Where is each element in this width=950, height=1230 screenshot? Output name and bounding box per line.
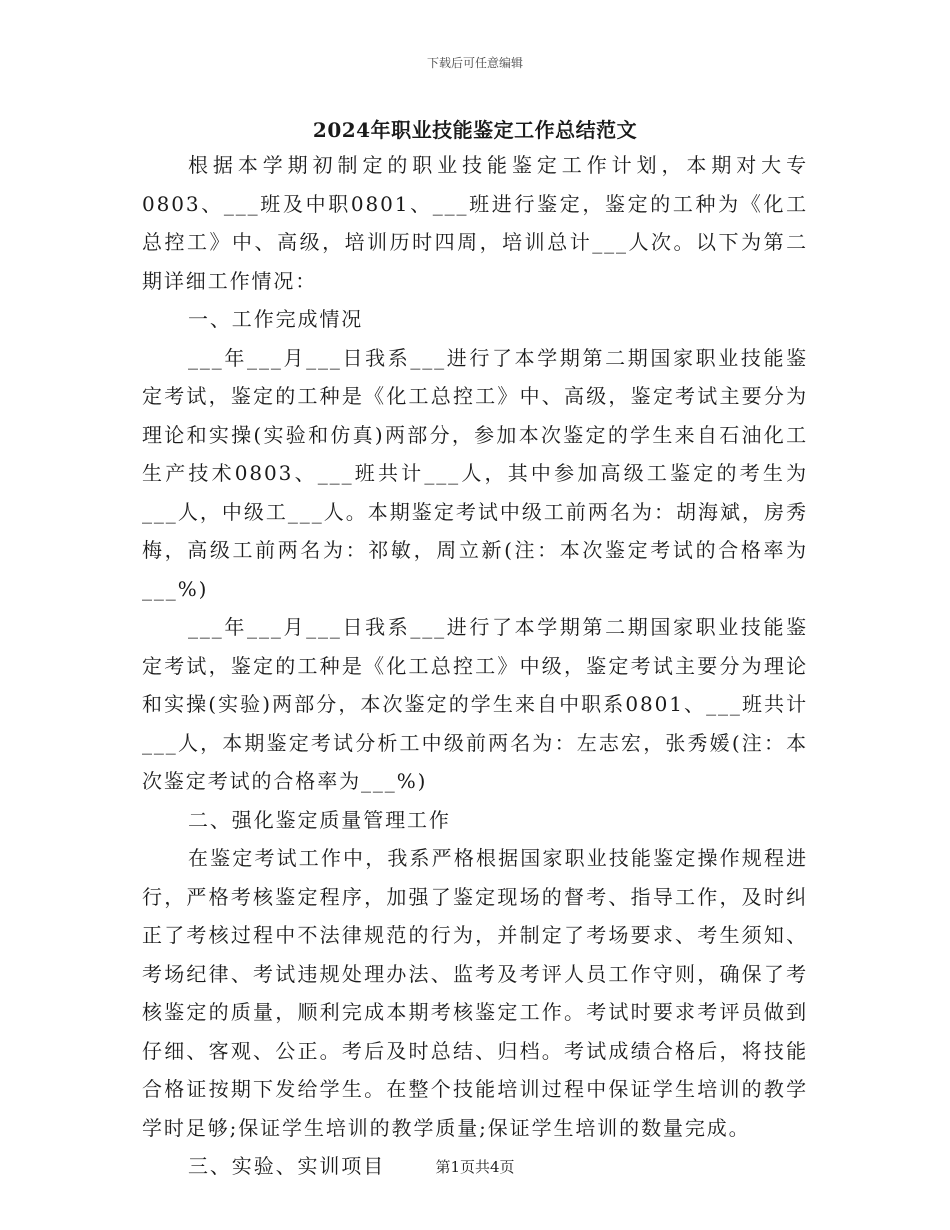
section-heading-1: 一、工作完成情况	[188, 307, 364, 331]
section-heading-3: 三、实验、实训项目	[188, 1154, 386, 1178]
document-body	[142, 146, 808, 1186]
document-title: 2024年职业技能鉴定工作总结范文	[312, 118, 638, 142]
paragraph-intro: 根据本学期初制定的职业技能鉴定工作计划，本期对大专0803、___班及中职0801、___班进行鉴定，鉴定的工种为《化工总控工》中、高级，培训历时四周，培训总计___人次。以下为第二期详细工作情况：	[142, 153, 808, 293]
paragraph-exam-1: ___年___月___日我系___进行了本学期第二期国家职业技能鉴定考试，鉴定的工种是《化工总控工》中、高级，鉴定考试主要分为理论和实操(实验和仿真)两部分，参加本次鉴定的学生来自石油化工生产技术0803、___班共计___人，其中参加高级工鉴定的考生为___人，中级工___人。本期鉴定考试中级工前两名为：胡海斌，房秀梅，高级工前两名为：祁敏，周立新(注：本次鉴定考试的合格率为___%)	[142, 345, 808, 601]
paragraph-exam-2: ___年___月___日我系___进行了本学期第二期国家职业技能鉴定考试，鉴定的工种是《化工总控工》中级，鉴定考试主要分为理论和实操(实验)两部分，本次鉴定的学生来自中职系0801、___班共计___人，本期鉴定考试分析工中级前两名为：左志宏，张秀媛(注：本次鉴定考试的合格率为___%)	[142, 615, 808, 793]
page-footer: 第1页共4页	[435, 1158, 515, 1176]
paragraph-quality: 在鉴定考试工作中，我系严格根据国家职业技能鉴定操作规程进行，严格考核鉴定程序，加强了鉴定现场的督考、指导工作，及时纠正了考核过程中不法律规范的行为，并制定了考场要求、考生须知、考场纪律、考试违规处理办法、监考及考评人员工作守则，确保了考核鉴定的质量，顺利完成本期考核鉴定工作。考试时要求考评员做到仔细、客观、公正。考后及时总结、归档。考试成绩合格后，将技能合格证按期下发给学生。在整个技能培训过程中保证学生培训的教学学时足够;保证学生培训的教学质量;保证学生培训的数量完成。	[142, 846, 808, 1140]
section-heading-2: 二、强化鉴定质量管理工作	[188, 807, 451, 832]
page-header: 下载后可任意编辑	[426, 56, 523, 70]
